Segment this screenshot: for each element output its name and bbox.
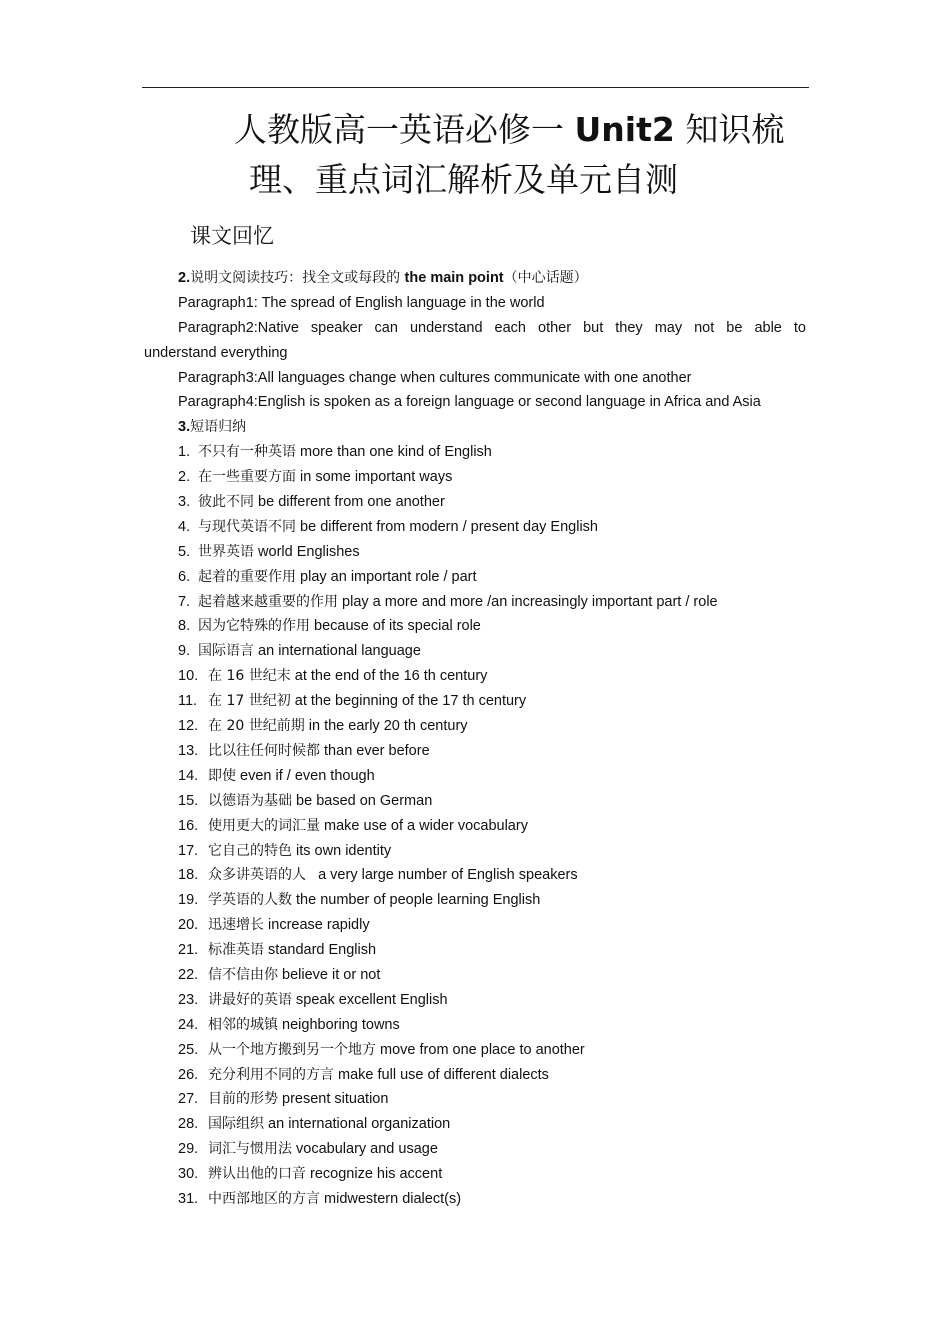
phrase-item [144,963,806,988]
phrase-item [144,1162,806,1187]
phrase-number: 2. [178,469,191,486]
phrase-chinese: 词汇与惯用法 [208,1141,292,1158]
phrase-item [144,689,806,714]
reading-tip [144,266,806,291]
phrase-item [144,764,806,789]
phrase-item [144,565,806,590]
phrase-number: 4. [178,518,191,535]
phrase-english: even if / even though [240,767,375,784]
phrase-item [144,515,806,540]
title-unit: Unit2 [574,110,675,149]
phrase-chinese: 国际组织 [208,1116,264,1133]
phrase-item [144,988,806,1013]
phrase-item [144,913,806,938]
paragraph-summary-2: Paragraph2:Native speaker can understand each other but they may not be able to [178,319,806,336]
phrase-english: recognize his accent [310,1166,443,1183]
phrase-english: a very large number of English speakers [310,867,578,884]
phrase-item [144,490,806,515]
phrase-chinese: 学英语的人数 [208,892,292,909]
phrase-number: 17. [178,842,199,859]
phrase-item [144,1013,806,1038]
phrase-english: standard English [268,942,377,959]
phrase-item [144,938,806,963]
phrase-chinese: 在 17 世纪初 [208,693,291,710]
phrase-chinese: 中西部地区的方言 [208,1190,320,1207]
phrase-number: 25. [178,1041,199,1058]
phrase-chinese: 目前的形势 [208,1091,278,1108]
phrase-number: 16. [178,817,199,834]
phrase-chinese: 众多讲英语的人 [208,867,306,884]
phrase-english: be different from one another [258,494,445,511]
phrase-english: increase rapidly [268,917,370,934]
phrase-item [144,888,806,913]
phrase-number: 3. [178,494,191,511]
paragraph-summary-4: Paragraph4:English is spoken as a foreign language or second language in Africa and Asia [178,394,761,411]
phrase-item [144,1137,806,1162]
document-title-line-1 [234,104,950,151]
phrase-chinese: 以德语为基础 [208,792,292,809]
phrase-english: because of its special role [314,618,481,635]
phrase-number: 30. [178,1166,199,1183]
paragraph-summary-1: Paragraph1: The spread of English language in the world [178,294,545,311]
phrase-english: be different from modern / present day English [300,518,598,535]
phrase-chinese: 信不信由你 [208,966,278,983]
phrase-number: 15. [178,792,199,809]
phrase-english: its own identity [296,842,392,859]
phrase-item [144,664,806,689]
phrase-chinese: 在一些重要方面 [198,469,296,486]
phrase-number: 22. [178,966,199,983]
phrase-number: 28. [178,1116,199,1133]
section-heading: 课文回忆 [190,224,274,248]
phrase-chinese: 即使 [208,767,236,784]
phrase-item [144,739,806,764]
phrase-item [144,440,806,465]
phrase-number: 1. [178,444,191,461]
phrase-item [144,1187,806,1212]
phrase-chinese: 标准英语 [208,942,264,959]
phrase-english: vocabulary and usage [296,1141,438,1158]
paragraph-summary-3: Paragraph3:All languages change when cultures communicate with one another [178,369,692,386]
phrase-english: move from one place to another [380,1041,585,1058]
phrase-number: 21. [178,942,199,959]
phrase-number: 20. [178,917,199,934]
phrase-chinese: 世界英语 [198,543,254,560]
phrase-english: at the beginning of the 17 th century [294,693,527,710]
phrase-item [144,614,806,639]
phrase-item [144,465,806,490]
phrase-item [144,590,806,615]
phrase-english: than ever before [324,742,430,759]
reading-tip-text: 说明文阅读技巧：找全文或每段的 [190,270,405,286]
phrase-chinese: 使用更大的词汇量 [208,817,320,834]
phrase-english: more than one kind of English [300,444,492,461]
phrase-english: make full use of different dialects [338,1066,549,1083]
phrase-english: be based on German [296,792,433,809]
phrase-number: 19. [178,892,199,909]
phrase-english: neighboring towns [282,1016,400,1033]
phrase-number: 9. [178,643,191,660]
phrase-chinese: 讲最好的英语 [208,991,292,1008]
phrase-number: 10. [178,668,199,685]
phrase-item [144,863,806,888]
paragraph-summary-2-cont: understand everything [144,344,288,361]
title-prefix: 人教版高一英语必修一 [234,110,575,149]
phrase-english: believe it or not [282,966,381,983]
document-title-line-2: 理、重点词汇解析及单元自测 [249,160,678,199]
phrase-english: in the early 20 th century [308,718,468,735]
phrase-item [144,1112,806,1137]
phrase-number: 8. [178,618,191,635]
phrase-english: midwestern dialect(s) [324,1190,462,1207]
phrase-english: at the end of the 16 th century [294,668,488,685]
phrase-english: an international language [258,643,421,660]
reading-tip-number: 2. [178,270,191,286]
phrase-chinese: 比以往任何时候都 [208,742,320,759]
phrase-chinese: 迅速增长 [208,917,264,934]
phrase-number: 24. [178,1016,199,1033]
phrase-chinese: 不只有一种英语 [198,444,296,461]
document-body [144,266,806,1212]
phrase-heading [144,415,806,440]
phrase-chinese: 从一个地方搬到另一个地方 [208,1041,376,1058]
phrase-chinese: 国际语言 [198,643,254,660]
phrase-chinese: 起着越来越重要的作用 [198,593,338,610]
phrase-number: 14. [178,767,199,784]
phrase-english: in some important ways [300,469,453,486]
phrase-chinese: 因为它特殊的作用 [198,618,310,635]
phrase-number: 29. [178,1141,199,1158]
phrase-english: make use of a wider vocabulary [324,817,528,834]
phrase-chinese: 与现代英语不同 [198,518,296,535]
phrase-item [144,714,806,739]
phrase-number: 7. [178,593,191,610]
phrase-item [144,1063,806,1088]
phrase-english: play an important role / part [300,568,477,585]
title-suffix: 知识梳 [674,110,785,149]
phrase-heading-number: 3. [178,419,191,436]
phrase-number: 26. [178,1066,199,1083]
phrase-number: 11. [178,693,198,710]
phrase-number: 5. [178,543,191,560]
phrase-chinese: 辨认出他的口音 [208,1166,306,1183]
phrase-chinese: 它自己的特色 [208,842,292,859]
phrase-number: 31. [178,1190,199,1207]
phrase-list [144,440,806,1212]
phrase-item [144,1038,806,1063]
phrase-chinese: 充分利用不同的方言 [208,1066,334,1083]
phrase-chinese: 起着的重要作用 [198,568,296,585]
phrase-item [144,814,806,839]
phrase-number: 18. [178,867,199,884]
phrase-heading-text: 短语归纳 [190,419,247,436]
phrase-item [144,839,806,864]
phrase-english: an international organization [268,1116,451,1133]
phrase-chinese: 在 16 世纪末 [208,668,291,685]
header-rule [142,87,809,88]
phrase-english: speak excellent English [296,991,448,1008]
phrase-item [144,1087,806,1112]
phrase-english: present situation [282,1091,389,1108]
phrase-item [144,639,806,664]
phrase-english: world Englishes [258,543,360,560]
phrase-chinese: 在 20 世纪前期 [208,718,305,735]
phrase-number: 6. [178,568,191,585]
reading-tip-suffix: （中心话题） [503,270,588,286]
phrase-item [144,789,806,814]
reading-tip-bold: the main point [404,270,504,286]
phrase-english: the number of people learning English [296,892,541,909]
phrase-chinese: 相邻的城镇 [208,1016,278,1033]
phrase-number: 13. [178,742,199,759]
phrase-number: 23. [178,991,199,1008]
phrase-number: 12. [178,718,199,735]
phrase-number: 27. [178,1091,199,1108]
phrase-english: play a more and more /an increasingly important part / role [342,593,718,610]
phrase-chinese: 彼此不同 [198,494,254,511]
phrase-item [144,540,806,565]
